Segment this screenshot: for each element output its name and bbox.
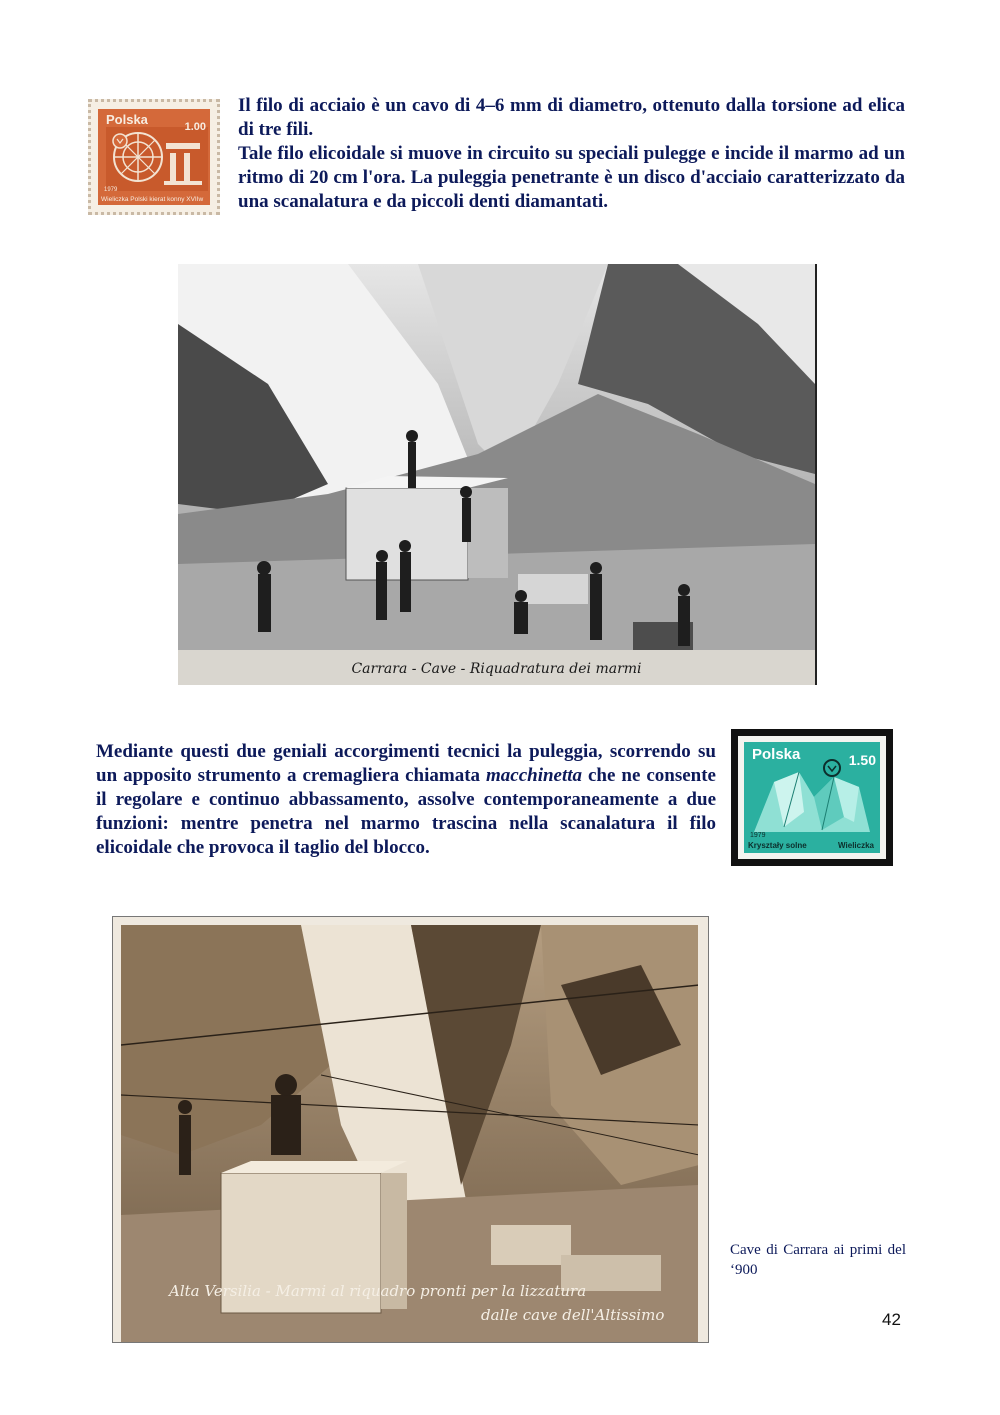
polska-stamp-orange xyxy=(88,99,220,215)
text-part: Mediante questi due geniali accorgimenti tecnici la puleggia, scorrendo su un apposito strumento a cremagliera chiamata xyxy=(96,741,716,786)
stamp-caption: Wieliczka Polski kierat konny XVIIw xyxy=(101,196,204,203)
stamp-caption-right: Wieliczka xyxy=(838,841,874,850)
stamp-country: Polska xyxy=(106,112,148,127)
stamp-country: Polska xyxy=(752,746,801,763)
stamp-value: 1.00 xyxy=(184,121,206,133)
emphasis-term: macchinetta xyxy=(485,765,583,786)
paragraph-line: Tale filo elicoidale si muove in circuito su speciali pulegge e incide il marmo ad un ritmo di 20 cm l'ora. La puleggia penetrante è un disco d'acciaio caratterizzato da una scanalatura e da piccoli denti diamantati. xyxy=(238,143,905,212)
quarry-scene-illustration xyxy=(178,264,815,685)
page-number: 42 xyxy=(882,1310,901,1329)
photo-image xyxy=(121,925,698,1342)
paragraph-text xyxy=(96,740,716,860)
photo-caption-line1: Alta Versilia - Marmi al riquadro pronti per la lizzatura xyxy=(169,1282,587,1300)
stamp-caption-left: Kryształy solne xyxy=(748,841,807,850)
stamp-value: 1.50 xyxy=(848,752,876,768)
stamp-design xyxy=(98,109,210,205)
paragraph-line: Il filo di acciaio è un cavo di 4–6 mm di diametro, ottenuto dalla torsione ad elica di tre fili. xyxy=(238,95,905,140)
figure-caption: Cave di Carrara ai primi del ‘900 xyxy=(730,1242,906,1278)
photo-caption-line2: dalle cave dell'Altissimo xyxy=(481,1306,665,1324)
body-paragraph xyxy=(96,740,716,860)
stamp-paper xyxy=(738,736,886,859)
polska-stamp-teal xyxy=(731,729,893,866)
text-part: che ne consente il regolare e continuo abbassamento, assolve contemporaneamente a due funzioni: mentre penetra nel marmo trascina nella scanalatura il filo elicoidale che provoca il taglio del blocco. xyxy=(96,765,716,858)
stamp-design xyxy=(744,742,880,853)
carrara-quarry-photo xyxy=(178,264,817,685)
alta-versilia-quarry-photo xyxy=(112,916,709,1343)
marble-blocks-illustration xyxy=(121,925,698,1342)
photo-caption: Carrara - Cave - Riquadratura dei marmi xyxy=(351,661,642,677)
intro-paragraph xyxy=(238,94,905,214)
stamp-year: 1979 xyxy=(750,832,766,839)
stamp-year: 1979 xyxy=(104,187,118,193)
